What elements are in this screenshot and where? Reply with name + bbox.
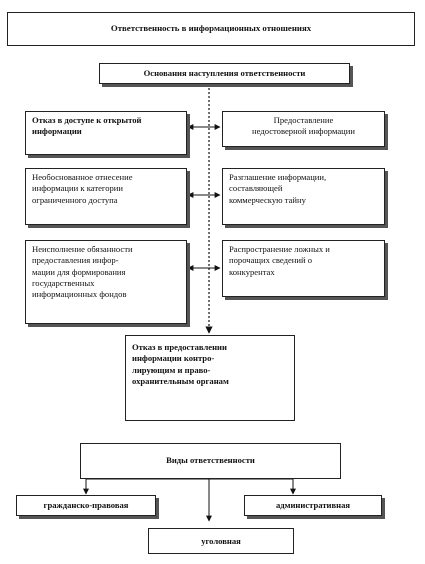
left-item-3-line-1: Неисполнение обязанности <box>32 244 133 254</box>
refusal-line-4: охранительным органам <box>132 376 229 387</box>
refusal-line-1: Отказ в предоставлении <box>132 342 227 352</box>
type-criminal-box <box>148 528 294 554</box>
type-criminal-text: уголовная <box>201 536 241 546</box>
type-admin-box <box>244 495 382 516</box>
grounds-box <box>99 63 350 84</box>
left-item-3-line-4: государственных <box>32 278 95 289</box>
right-item-3-line-3: конкурентах <box>229 266 275 277</box>
refusal-line-2: информации контро- <box>132 353 215 364</box>
left-item-3-line-5: информационных фондов <box>32 289 127 300</box>
left-item-2-line-3: ограниченного доступа <box>32 194 118 205</box>
types-title-box <box>80 443 341 479</box>
refusal-box <box>125 335 295 421</box>
right-item-2-line-3: коммерческую тайну <box>229 194 306 205</box>
left-item-1-line-1: Отказ в доступе к открытой <box>32 115 142 125</box>
type-civil-box <box>16 495 156 516</box>
diagram-title-text: Ответственность в информационных отношениях <box>110 23 312 33</box>
grounds-text: Основания наступления ответственности <box>143 68 306 78</box>
right-item-2-line-2: составляющей <box>229 183 283 194</box>
right-item-1-line-2: недостоверной информации <box>252 126 355 137</box>
left-item-2-line-2: информации к категории <box>32 183 124 194</box>
left-item-3-line-2: предоставления инфор- <box>32 255 119 266</box>
left-item-2 <box>25 168 187 225</box>
left-item-1-line-2: информации <box>32 126 82 137</box>
type-admin-text: административная <box>275 500 351 510</box>
types-title-text: Виды ответственности <box>166 455 255 465</box>
right-item-2 <box>222 168 385 225</box>
diagram-title <box>7 12 415 46</box>
right-item-3-line-1: Распространение ложных и <box>229 244 330 254</box>
right-item-3-line-2: порочащих сведений о <box>229 255 313 266</box>
left-item-2-line-1: Необоснованное отнесение <box>32 172 133 182</box>
right-item-2-line-1: Разглашение информации, <box>229 172 327 182</box>
right-item-1 <box>222 111 385 147</box>
type-civil-text: гражданско-правовая <box>43 500 129 510</box>
right-item-1-line-1: Предоставление <box>273 115 334 125</box>
refusal-line-3: лирующим и право- <box>132 364 211 375</box>
left-item-3 <box>25 240 187 324</box>
left-item-3-line-3: мации для формирования <box>32 266 126 277</box>
right-item-3 <box>222 240 385 297</box>
left-item-1 <box>25 111 187 155</box>
